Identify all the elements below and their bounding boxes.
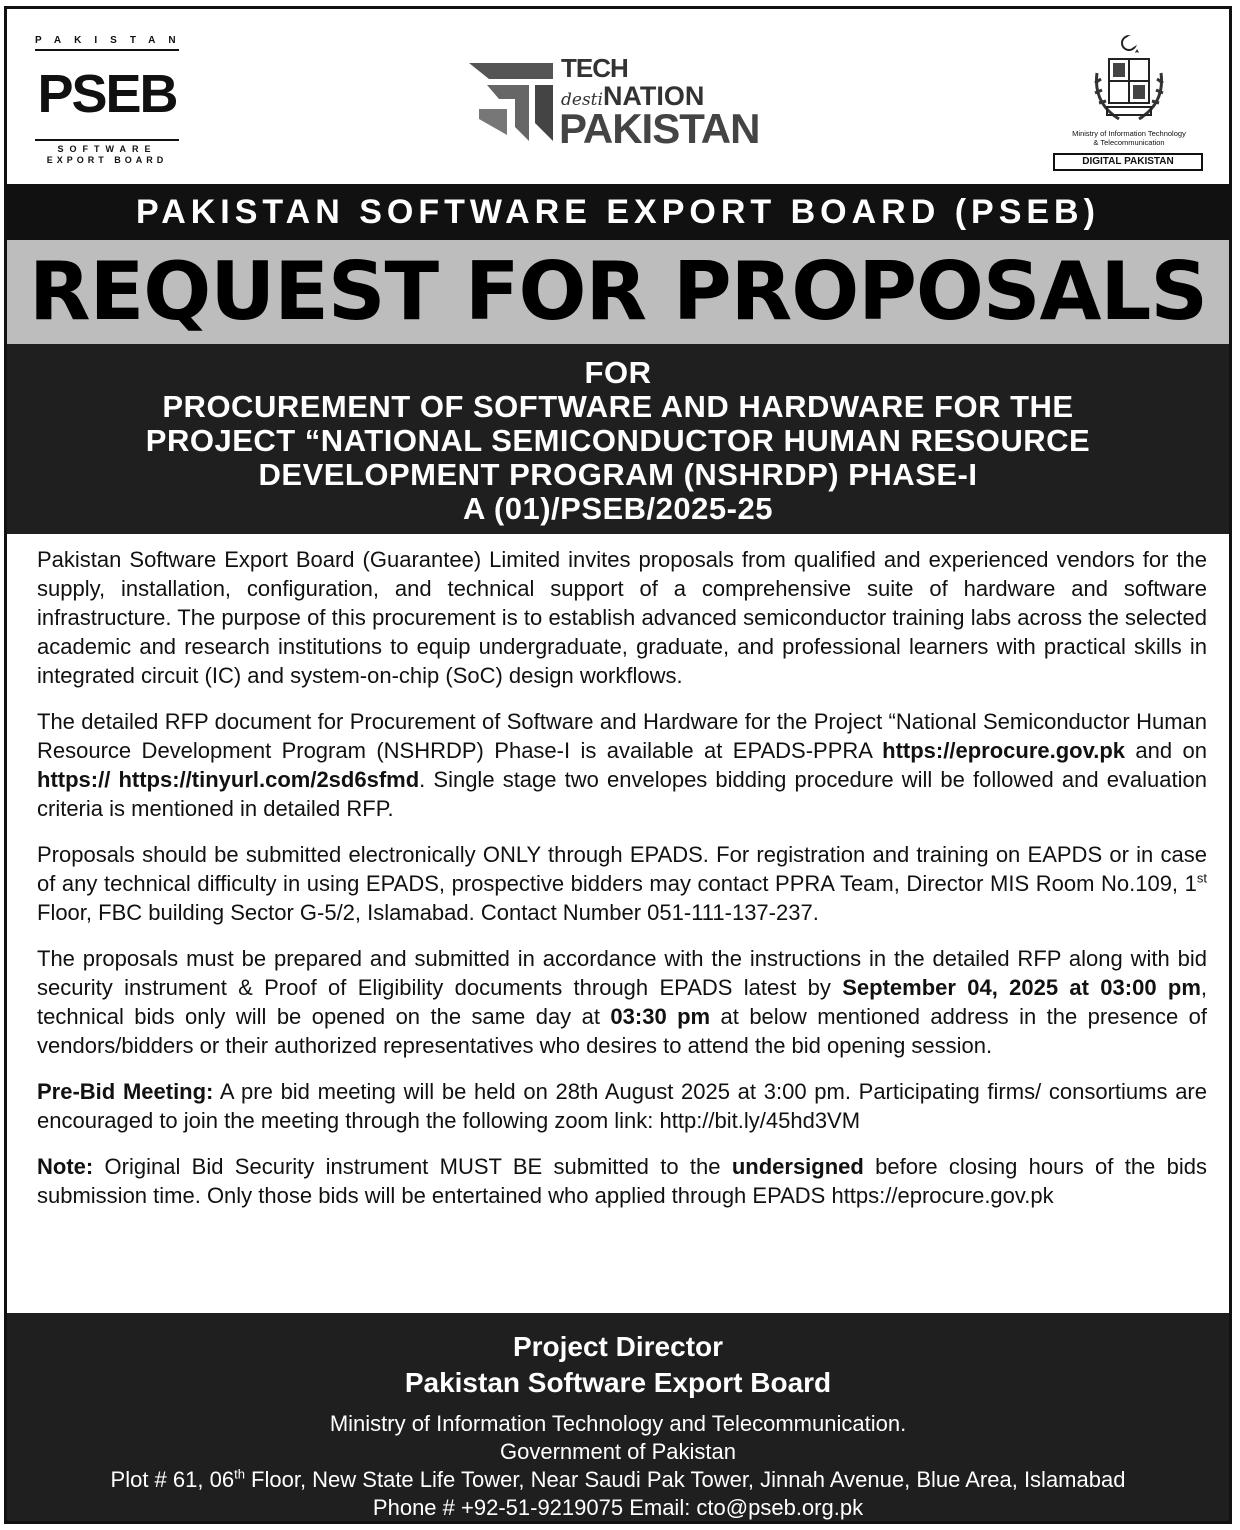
note-undersigned: undersigned <box>731 1154 864 1179</box>
footer-address-a: Plot # 61, 06 <box>110 1467 235 1492</box>
title-line1: PROCUREMENT OF SOFTWARE AND HARDWARE FOR THE <box>162 389 1074 424</box>
pre-bid-text: A pre bid meeting will be held on 28th August 2025 at 3:00 pm. Participating firms/ consortiums are encouraged to join the meeting through the following zoom link: http://bit.ly/45hd3VM <box>37 1079 1207 1133</box>
note-text-end: before closing hours of the bids submission time. Only those bids will be entertained who applied through EPADS https://eprocure.gov.pk <box>37 1154 1207 1208</box>
footer-address-sup: th <box>234 1466 245 1482</box>
footer-address-b: Floor, New State Life Tower, Near Saudi Pak Tower, Jinnah Avenue, Blue Area, Islamabad <box>244 1467 1126 1492</box>
note-text: Original Bid Security instrument MUST BE submitted to the <box>104 1154 721 1179</box>
advertisement <box>4 6 1232 1524</box>
pre-bid-label: Pre-Bid Meeting: <box>37 1079 214 1104</box>
ministry-logo <box>1047 33 1211 173</box>
deadline-opening: , technical bids only will be opened on the same day at <box>37 975 1207 1029</box>
tech-destination-logo <box>469 53 789 153</box>
submission-sup: st <box>1196 870 1207 886</box>
footer-org: Pakistan Software Export Board <box>404 1367 832 1398</box>
title-for: FOR <box>584 355 652 390</box>
contact-footer <box>7 1313 1229 1524</box>
paragraph-submission <box>37 840 1207 927</box>
rfp-document-procedure: . Single stage two envelopes bidding procedure will be followed and evaluation criteria is mentioned in detailed RFP. <box>37 767 1207 821</box>
paragraph-deadline <box>37 944 1207 1060</box>
paragraph-note <box>37 1152 1207 1210</box>
submission-text: Proposals should be submitted electronically ONLY through EPADS. For registration and training on EAPDS or in case of any technical difficulty in using EPADS, prospective bidders may contact PPRA Team, Director MIS Room No.109, 1 <box>37 842 1207 896</box>
deadline-address: at below mentioned address in the presence of vendors/bidders or their authorized representatives who desires to attend the bid opening session. <box>37 1004 1207 1058</box>
tech-logo-line1: TECH <box>561 53 628 83</box>
deadline-date: September 04, 2025 at 03:00 pm <box>842 975 1201 1000</box>
rfp-document-and: and on <box>1135 738 1207 763</box>
footer-ministry: Ministry of Information Technology and Telecommunication. <box>329 1411 907 1436</box>
tech-logo-line3: PAKISTAN <box>559 105 760 152</box>
title-line2: PROJECT “NATIONAL SEMICONDUCTOR HUMAN RESOURCE <box>145 423 1091 458</box>
paragraph-invitation: Pakistan Software Export Board (Guarantee) Limited invites proposals from qualified and experienced vendors for the supply, installation, configuration, and technical support of a comprehensive suite of hardware and software infrastructure. The purpose of this procurement is to establish advanced semiconductor training labs across the selected academic and research institutions to equip undergraduate, graduate, and professional learners with practical skills in integrated circuit (IC) and system-on-chip (SoC) design workflows. <box>37 547 1207 688</box>
paragraph-pre-bid <box>37 1077 1207 1135</box>
submission-address: Floor, FBC building Sector G-5/2, Islamabad. Contact Number 051-111-137-237. <box>37 900 819 925</box>
pseb-logo-bottom <box>35 139 179 166</box>
title-reference: A (01)/PSEB/2025-25 <box>463 491 773 526</box>
opening-time: 03:30 pm <box>610 1004 711 1029</box>
logo-header <box>7 9 1229 183</box>
pseb-logo-bottom-line2: EXPORT BOARD <box>46 155 168 165</box>
pseb-logo-bottom-line1: SOFTWARE <box>57 144 157 154</box>
ministry-logo-line2: & Telecommunication <box>1093 138 1165 147</box>
rfp-heading: REQUEST FOR PROPOSALS <box>7 240 1229 344</box>
footer-contact: Phone # +92-51-9219075 Email: cto@pseb.org.pk <box>372 1495 864 1520</box>
tech-logo-nation: NATION <box>602 81 705 111</box>
pseb-logo-mark: PSEB <box>37 64 177 124</box>
title-line3: DEVELOPMENT PROGRAM (NSHRDP) PHASE-I <box>258 457 978 492</box>
tech-arrow-icon <box>469 55 553 141</box>
tech-logo-desti: desti <box>561 90 603 110</box>
footer-title: Project Director <box>512 1331 724 1362</box>
state-emblem-icon <box>1089 33 1169 125</box>
body-text <box>37 545 1207 1227</box>
deadline-text: The proposals must be prepared and submitted in accordance with the instructions in the detailed RFP along with bid security instrument & Proof of Eligibility documents through EPADS latest by <box>37 946 1207 1000</box>
pseb-logo <box>35 35 189 169</box>
ministry-logo-line1: Ministry of Information Technology <box>1072 129 1186 138</box>
footer-government: Government of Pakistan <box>499 1439 736 1464</box>
org-banner: PAKISTAN SOFTWARE EXPORT BOARD (PSEB) <box>7 184 1229 240</box>
tinyurl-link[interactable]: https:// https://tinyurl.com/2sd6sfmd <box>37 767 420 792</box>
paragraph-rfp-document <box>37 707 1207 823</box>
digital-pakistan-badge: DIGITAL PAKISTAN <box>1053 153 1203 171</box>
footer-address <box>7 1467 1229 1493</box>
eprocure-link[interactable]: https://eprocure.gov.pk <box>882 738 1125 763</box>
note-label: Note: <box>37 1154 94 1179</box>
ministry-logo-text <box>1047 129 1211 147</box>
project-title-block <box>7 344 1229 534</box>
rfp-document-text: The detailed RFP document for Procurement of Software and Hardware for the Project “National Semiconductor Human Resource Development Program (NSHRDP) Phase-I is available at EPADS-PPRA <box>37 709 1207 763</box>
pseb-logo-top: PAKISTAN <box>35 35 179 51</box>
